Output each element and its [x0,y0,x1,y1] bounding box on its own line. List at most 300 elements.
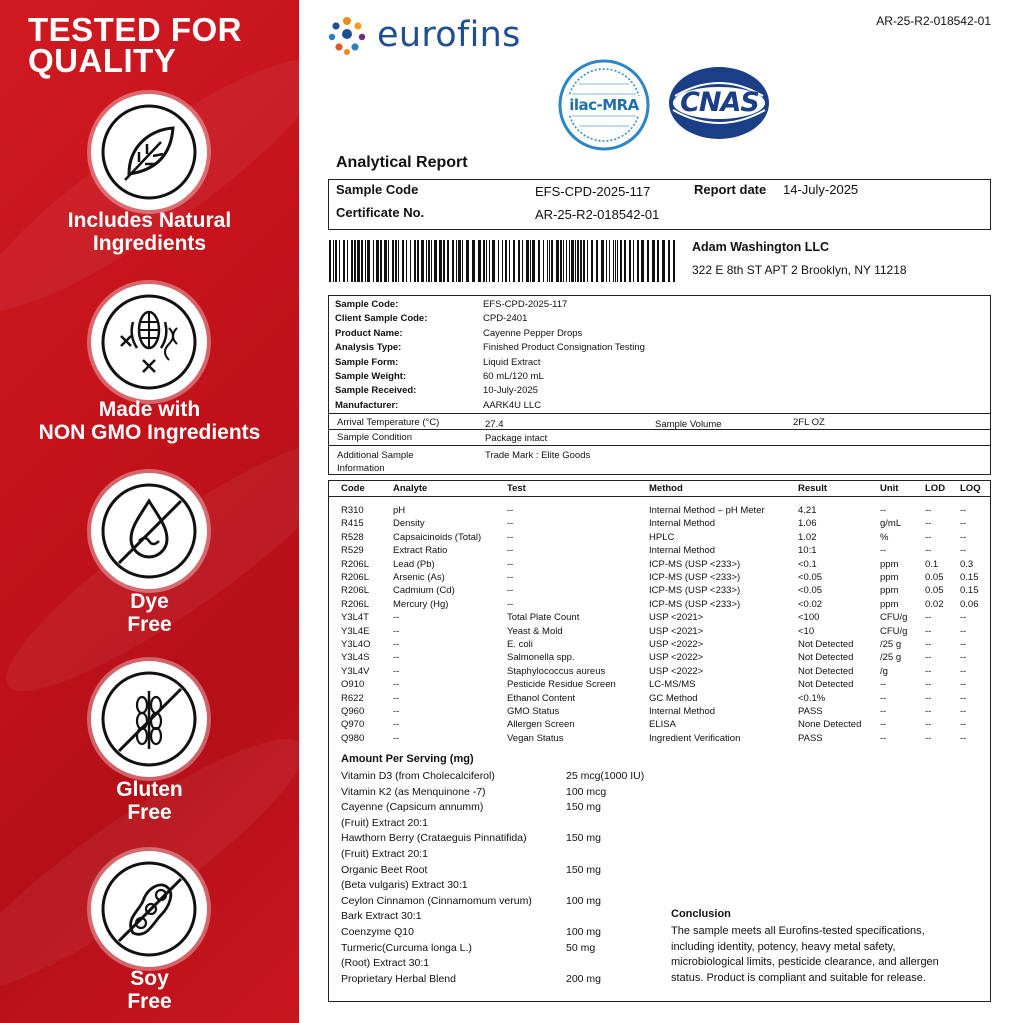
dye-free-icon [91,473,207,589]
results-cell: USP <2021> [649,625,704,637]
results-cell: R415 [341,518,364,530]
barcode-bar [329,240,331,282]
results-cell: PASS [798,706,823,717]
sample-info-value: CPD-2401 [483,313,528,325]
barcode-bar [421,240,424,282]
serving-ingredient: (Fruit) Extract 20:1 [341,816,428,829]
results-cell: 10:1 [798,545,817,557]
arrival-temperature-value: 27.4 [485,419,504,430]
report-summary-box [328,179,991,230]
serving-ingredient: Organic Beet Root [341,863,428,876]
results-cell: R622 [341,692,364,704]
ilac-mra-seal-icon [557,58,651,152]
barcode-bar [566,240,567,282]
additional-info-value: Trade Mark : Elite Goods [485,450,591,461]
sample-info-value: 10-July-2025 [483,385,538,397]
results-cell: -- [393,665,400,677]
conclusion-title: Conclusion [671,908,731,920]
results-cell: PASS [798,732,823,744]
barcode-bar [580,240,582,282]
barcode-bar [538,240,540,282]
barcode-bar [410,240,411,282]
results-cell: 4.21 [798,505,817,516]
results-cell: R206L [341,572,369,583]
results-cell: R206L [341,558,369,570]
results-column-header: Analyte [393,483,428,494]
barcode-bar [367,240,370,282]
results-cell: -- [960,732,967,744]
feature-natural-label: Includes Natural Ingredients [67,209,232,255]
results-cell: ICP-MS (USP <233>) [649,558,741,570]
barcode-bar [498,240,499,282]
results-cell: -- [925,505,932,516]
results-cell: -- [880,679,887,691]
results-cell: CFU/g [880,612,908,624]
barcode-bar [662,240,665,282]
results-cell: LC-MS/MS [649,679,696,691]
barcode-bar [452,240,454,282]
serving-ingredient: Vitamin K2 (as Menquinone -7) [341,785,486,798]
results-cell: 0.3 [960,558,974,570]
results-cell: -- [960,625,967,637]
results-cell: -- [880,692,887,704]
results-cell: Lead (Pb) [393,558,435,570]
serving-amount: 50 mg [566,941,596,954]
barcode-bar [637,240,639,282]
results-cell: -- [925,719,932,731]
additional-info-label: Additional Sample Information [337,450,414,474]
serving-ingredient: Coenzyme Q10 [341,926,414,938]
results-cell: Mercury (Hg) [393,598,449,610]
results-column-header: Method [649,483,683,494]
barcode-bar [629,240,631,282]
barcode-bar [518,240,520,282]
results-column-header: Test [507,483,526,494]
sample-info-value: EFS-CPD-2025-117 [483,299,568,310]
serving-amount: 100 mcg [566,785,607,798]
results-cell: -- [507,585,514,597]
results-cell: -- [960,612,967,624]
barcode-bar [615,240,616,282]
results-cell: <100 [798,612,820,624]
results-cell: -- [960,719,967,731]
barcode-bar [526,240,529,282]
results-cell: Not Detected [798,665,854,677]
conclusion-text: The sample meets all Eurofins-tested specifications, including identity, potency, heavy metal safety, microbiological limits, pesticide clearance, and allergen status. Product is compliant and suitable for release. [671,925,939,984]
results-cell: -- [507,505,514,516]
eurofins-logo-icon [327,16,367,56]
barcode-bar [551,240,553,282]
eurofins-logo-text: eurofins [377,15,521,55]
results-cell: Internal Method – pH Meter [649,505,765,516]
results-cell: Extract Ratio [393,545,448,557]
barcode-bar [543,240,544,282]
results-column-header: Code [341,483,365,494]
barcode-bar [483,240,485,282]
results-cell: Internal Method [649,518,716,530]
results-cell: -- [925,652,932,664]
results-cell: 1.06 [798,518,817,530]
results-column-header: Unit [880,483,899,494]
results-cell: Not Detected [798,652,854,664]
barcode-bar [532,240,535,282]
certificate-value: AR-25-R2-018542-01 [535,207,660,222]
results-cell: -- [393,692,400,704]
serving-amount: 25 mcg(1000 IU) [566,770,645,782]
results-cell: ICP-MS (USP <233>) [649,598,741,610]
results-cell: Ethanol Content [507,692,576,704]
sample-info-label: Manufacturer: [335,399,399,411]
results-cell: 0.02 [925,598,944,610]
barcode-bar [513,240,515,282]
results-cell: -- [880,732,887,744]
serving-ingredient: Bark Extract 30:1 [341,910,422,923]
results-cell: Arsenic (As) [393,572,445,583]
results-cell: -- [507,572,514,583]
results-cell: Pesticide Residue Screen [507,679,616,691]
results-cell: 0.1 [925,558,939,570]
barcode-bar [617,240,618,282]
client-address: 322 E 8th ST APT 2 Brooklyn, NY 11218 [692,263,907,277]
results-cell: Salmonella spp. [507,652,575,664]
results-cell: /g [880,665,888,677]
results-cell: 0.06 [960,598,979,610]
report-date-label: Report date [694,182,767,197]
results-cell: -- [960,545,967,557]
quality-sidebar [0,0,299,1023]
serving-amount: 150 mg [566,801,602,814]
results-cell: -- [507,558,514,570]
results-cell: -- [393,612,400,624]
results-cell: -- [925,665,932,677]
barcode-bar [426,240,427,282]
soy-free-icon [91,851,207,967]
results-box [328,480,991,1002]
results-cell: <0.05 [798,572,823,583]
serving-ingredient: (Beta vulgaris) Extract 30:1 [341,879,468,892]
barcode-bar [486,240,487,282]
results-cell: -- [960,692,967,704]
results-cell: Not Detected [798,639,854,650]
analytical-report-document [299,0,1024,1023]
results-cell: Y3L4E [341,625,370,637]
barcode-bar [361,240,363,282]
results-cell: <0.02 [798,598,823,610]
feature-soy-free-label: Soy Free [127,967,172,1013]
results-cell: ICP-MS (USP <233>) [649,572,741,583]
results-cell: Allergen Screen [507,719,575,731]
barcode-bar [354,240,356,282]
results-cell: Y3L4S [341,652,370,664]
barcode-bar [673,240,675,282]
sample-info-value: AARK4U LLC [483,399,542,411]
results-cell: -- [393,652,400,664]
results-cell: -- [880,505,887,516]
results-cell: Cadmium (Cd) [393,585,455,597]
barcode-bar [333,240,334,282]
serving-ingredient: Ceylon Cinnamon (Cinnamomum verum) [341,894,532,907]
results-cell: USP <2022> [649,665,704,677]
report-title: Analytical Report [336,154,468,171]
results-cell: Internal Method [649,706,716,717]
results-cell: USP <2021> [649,612,704,624]
results-cell: <0.1% [798,692,826,704]
results-cell: R206L [341,598,369,610]
results-cell: ICP-MS (USP <233>) [649,585,741,597]
serving-amount: 150 mg [566,832,602,845]
ilac-mra-seal-text: ilac-MRA [569,96,639,114]
results-cell: Total Plate Count [507,612,580,624]
barcode-bar [373,240,374,282]
results-cell: -- [925,612,932,624]
barcode-bar [624,240,626,282]
results-cell: -- [960,505,967,516]
results-cell: -- [393,679,400,691]
barcode-bar [647,240,649,282]
results-cell: ELISA [649,719,676,731]
results-cell: -- [507,518,514,530]
sample-code-label: Sample Code [336,182,419,197]
barcode-bar [596,240,598,282]
results-cell: -- [925,706,932,717]
results-cell: Ingredient Verification [649,732,741,744]
results-cell: O910 [341,679,365,691]
barcode-bar [489,240,490,282]
sample-info-value: Finished Product Consignation Testing [483,342,645,354]
sample-info-value: 60 mL/120 mL [483,371,544,382]
barcode-bar [478,240,481,282]
feature-dye-free-label: Dye Free [127,590,172,636]
results-cell: -- [925,732,932,744]
certificate-reference: AR-25-R2-018542-01 [876,14,991,28]
results-cell: -- [507,598,514,610]
results-cell: GC Method [649,692,698,704]
results-cell: Vegan Status [507,732,564,744]
results-cell: GMO Status [507,706,560,717]
barcode-icon [329,240,678,282]
sample-condition-label: Sample Condition [337,432,412,443]
results-cell: ppm [880,572,899,583]
results-cell: Q980 [341,732,365,744]
cnas-logo-text: CNAS [680,87,759,118]
barcode-bar [492,240,495,282]
serving-ingredient: (Fruit) Extract 20:1 [341,848,428,860]
barcode-bar [609,240,610,282]
gluten-free-icon [91,661,207,777]
barcode-bar [417,240,419,282]
barcode-bar [547,240,548,282]
results-cell: 0.15 [960,585,979,597]
results-cell: -- [960,652,967,664]
results-cell: 1.02 [798,531,817,543]
barcode-bar [591,240,593,282]
sidebar-title: TESTED FOR QUALITY [28,11,243,79]
results-cell: ppm [880,558,899,570]
non-gmo-icon [91,284,207,400]
barcode-bar [668,240,670,282]
results-column-header: Result [798,483,828,494]
serving-ingredient: Vitamin D3 (from Cholecalciferol) [341,770,495,782]
barcode-bar [505,240,507,282]
barcode-bar [601,240,604,282]
barcode-bar [577,240,579,282]
barcode-bar [357,240,360,282]
results-cell: -- [925,518,932,530]
results-column-header: LOQ [960,483,981,494]
results-cell: ppm [880,598,899,610]
sample-info-label: Sample Form: [335,356,399,368]
results-cell: Y3L4O [341,639,371,650]
serving-ingredient: Hawthorn Berry (Crataeguis Pinnatifida) [341,832,527,845]
results-cell: -- [960,679,967,691]
results-cell: 0.05 [925,572,944,583]
barcode-bar [335,240,337,282]
results-cell: Not Detected [798,679,854,691]
results-cell: -- [393,719,400,731]
results-cell: <0.05 [798,585,823,597]
results-cell: Y3L4V [341,665,370,677]
results-cell: -- [393,625,400,637]
serving-amount: 150 mg [566,863,602,876]
barcode-bar [339,240,340,282]
sample-code-value: EFS-CPD-2025-117 [535,184,651,199]
results-cell: Capsaicinoids (Total) [393,531,482,543]
barcode-bar [560,240,562,282]
results-cell: None Detected [798,719,862,731]
sample-volume-value: 2FL OZ [793,417,825,428]
barcode-bar [439,240,442,282]
barcode-bar [456,240,457,282]
results-cell: R529 [341,545,364,557]
barcode-bar [434,240,437,282]
barcode-bar [571,240,574,282]
serving-ingredient: Turmeric(Curcuma longa L.) [341,941,472,954]
results-cell: -- [960,706,967,717]
barcode-bar [587,240,588,282]
serving-ingredient: (Root) Extract 30:1 [341,957,430,970]
results-cell: -- [507,545,514,557]
results-cell: -- [925,639,932,650]
sample-info-value: Cayenne Pepper Drops [483,327,583,339]
results-cell: Q960 [341,706,365,717]
barcode-bar [402,240,404,282]
results-cell: <0.1 [798,558,817,570]
results-cell: Yeast & Mold [507,625,563,637]
results-cell: Staphylococcus aureus [507,665,606,677]
sample-info-label: Sample Weight: [335,371,407,382]
sample-info-label: Sample Received: [335,385,417,397]
barcode-bar [384,240,387,282]
barcode-bar [395,240,397,282]
barcode-bar [472,240,475,282]
results-cell: -- [925,679,932,691]
sample-volume-label: Sample Volume [655,419,722,430]
serving-title: Amount Per Serving (mg) [341,753,474,765]
barcode-bar [575,240,576,282]
results-cell: HPLC [649,531,675,543]
results-cell: -- [880,719,887,731]
sample-info-label: Analysis Type: [335,342,402,354]
results-cell: -- [960,518,967,530]
barcode-bar [388,240,389,282]
results-cell: -- [880,545,887,557]
results-cell: USP <2022> [649,639,704,650]
barcode-bar [549,240,550,282]
barcode-bar [466,240,469,282]
barcode-bar [462,240,463,282]
barcode-bar [380,240,382,282]
results-cell: <10 [798,625,815,637]
sample-info-label: Client Sample Code: [335,313,428,325]
results-cell: R310 [341,505,364,516]
barcode-bar [509,240,510,282]
barcode-bar [563,240,564,282]
barcode-bar [458,240,461,282]
results-cell: R206L [341,585,369,597]
barcode-bar [606,240,607,282]
results-cell: -- [925,545,932,557]
barcode-bar [613,240,614,282]
results-cell: -- [960,531,967,543]
results-cell: Q970 [341,719,365,731]
results-cell: ppm [880,585,899,597]
barcode-bar [392,240,394,282]
barcode-bar [398,240,399,282]
serving-ingredient: Proprietary Herbal Blend [341,972,456,985]
barcode-bar [633,240,634,282]
results-cell: -- [880,706,887,717]
barcode-bar [351,240,353,282]
barcode-bar [376,240,379,282]
results-cell: 0.05 [925,585,944,597]
results-cell: g/mL [880,518,902,530]
results-cell: CFU/g [880,625,908,637]
barcode-bar [530,240,531,282]
certificate-label: Certificate No. [336,205,425,220]
barcode-bar [431,240,432,282]
barcode-bar [583,240,585,282]
barcode-bar [343,240,345,282]
results-cell: -- [925,625,932,637]
barcode-bar [502,240,503,282]
results-cell: -- [393,732,400,744]
results-cell: -- [925,531,932,543]
sample-info-label: Sample Code: [335,299,399,310]
sample-info-value: Liquid Extract [483,356,541,368]
results-cell: -- [960,639,967,650]
barcode-bar [641,240,644,282]
cnas-logo-icon [667,66,772,141]
results-cell: -- [393,639,400,650]
report-date-value: 14-July-2025 [783,182,859,197]
results-cell: /25 g [880,639,902,650]
leaf-icon [91,94,207,210]
results-cell: pH [393,505,406,516]
barcode-bar [657,240,659,282]
results-cell: -- [507,531,514,543]
serving-amount: 200 mg [566,972,602,985]
barcode-bar [569,240,570,282]
barcode-bar [522,240,523,282]
results-cell: -- [960,665,967,677]
results-cell: -- [393,706,400,717]
barcode-bar [447,240,449,282]
results-cell: /25 g [880,652,902,664]
serving-amount: 100 mg [566,926,602,938]
barcode-bar [620,240,622,282]
feature-non-gmo-label: Made with NON GMO Ingredients [38,398,261,444]
barcode-bar [406,240,407,282]
